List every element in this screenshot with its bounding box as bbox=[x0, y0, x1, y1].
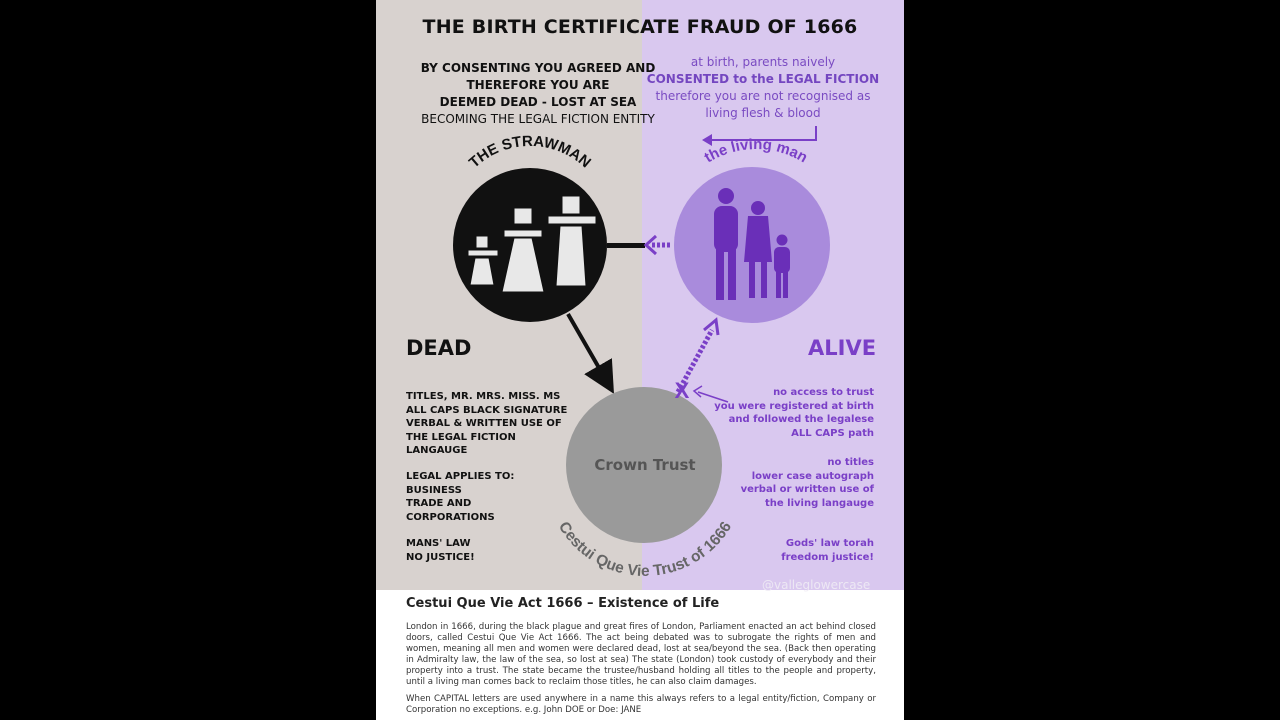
left-quote-line-1: BY CONSENTING YOU AGREED AND bbox=[420, 61, 656, 75]
right-block-1-line-2: you were registered at birth bbox=[714, 400, 874, 412]
right-block-2-line-2: lower case autograph bbox=[751, 470, 874, 482]
left-quote-line-3: DEEMED DEAD - LOST AT SEA bbox=[439, 95, 637, 109]
right-quote-line-1: at birth, parents naively bbox=[690, 55, 836, 69]
right-block-2-line-1: no titles bbox=[827, 457, 874, 468]
left-block-2-line-1: LEGAL APPLIES TO: bbox=[406, 471, 515, 482]
right-quote-line-4: living flesh & blood bbox=[705, 106, 821, 120]
right-block-1-line-1: no access to trust bbox=[773, 387, 874, 398]
paragraph-2: When CAPITAL letters are used anywhere in a name this always refers to a legal entity/fiction, Company or Corporation no exceptions. e.g. John DOE or Doe: JANE bbox=[406, 694, 876, 715]
alive-label: ALIVE bbox=[808, 336, 877, 360]
strawman-to-crown-arrow bbox=[568, 314, 606, 380]
left-block-2-line-2: BUSINESS bbox=[406, 484, 462, 496]
poster-title: THE BIRTH CERTIFICATE FRAUD OF 1666 bbox=[422, 16, 858, 38]
cross-mark: X bbox=[674, 378, 690, 403]
right-block-1-line-3: and followed the legalese bbox=[728, 414, 874, 425]
living-man-label: the living man bbox=[701, 136, 811, 167]
left-quote-line-2: THEREFORE YOU ARE bbox=[466, 78, 610, 92]
left-block-mans-law bbox=[406, 537, 576, 564]
left-block-1-line-3: VERBAL & WRITTEN USE OF bbox=[406, 418, 562, 429]
right-block-no-titles bbox=[706, 456, 874, 510]
left-block-1-line-2: ALL CAPS BLACK SIGNATURE bbox=[406, 404, 568, 416]
right-block-3-line-2: freedom justice! bbox=[781, 551, 874, 563]
watermark: @valleglowercase bbox=[762, 578, 871, 592]
strawman-label: THE STRAWMAN bbox=[465, 132, 595, 172]
link-bar bbox=[607, 243, 645, 248]
right-block-2-line-4: the living langauge bbox=[765, 497, 874, 509]
right-quote-line-3: therefore you are not recognised as bbox=[655, 89, 871, 103]
right-quote-line-2: CONSENTED to the LEGAL FICTION bbox=[646, 72, 880, 86]
crown-trust-label: Crown Trust bbox=[594, 456, 696, 474]
poster-image bbox=[376, 0, 904, 720]
connector-arrowhead bbox=[702, 134, 712, 146]
right-block-3-line-1: Gods' law torah bbox=[785, 538, 874, 549]
left-block-1-line-4: THE LEGAL FICTION bbox=[406, 431, 516, 443]
dead-label: DEAD bbox=[406, 336, 472, 360]
right-block-gods-law bbox=[706, 537, 874, 564]
section-title: Cestui Que Vie Act 1666 – Existence of Life bbox=[406, 596, 720, 611]
left-block-titles bbox=[406, 390, 576, 458]
left-block-2-line-3: TRADE AND bbox=[406, 498, 472, 509]
right-block-no-access bbox=[706, 386, 874, 440]
cestui-que-vie-curved-label: Cestui Que Vie Trust of 1666 bbox=[554, 518, 736, 580]
left-block-1-line-5: LANGAUGE bbox=[406, 445, 468, 456]
right-quote bbox=[638, 54, 888, 122]
paragraph-1: London in 1666, during the black plague and great fires of London, Parliament enacted an act behind closed doors, called Cestui Que Vie Act 1666. The act being debated was to subrogate the rights of men and women, meaning all men and women were declared dead, lost at sea/beyond the sea. (Back then operating in Admiralty law, the law of the sea, so lost at sea) The state (London) took custody of everybody and their property into a trust. The state became the trustee/husband holding all titles to the people and property, until a living man comes back to reclaim those titles, he can also claim damages. bbox=[406, 622, 876, 687]
left-block-2-line-4: CORPORATIONS bbox=[406, 511, 495, 523]
left-block-3-line-2: NO JUSTICE! bbox=[406, 551, 475, 563]
left-block-3-line-1: MANS' LAW bbox=[406, 538, 471, 549]
left-quote-line-4: BECOMING THE LEGAL FICTION ENTITY bbox=[421, 112, 655, 126]
right-block-1-line-4: ALL CAPS path bbox=[791, 427, 874, 439]
left-block-legal bbox=[406, 470, 576, 524]
left-block-1-line-1: TITLES, MR. MRS. MISS. MS bbox=[406, 391, 561, 402]
right-block-2-line-3: verbal or written use of bbox=[740, 484, 874, 495]
